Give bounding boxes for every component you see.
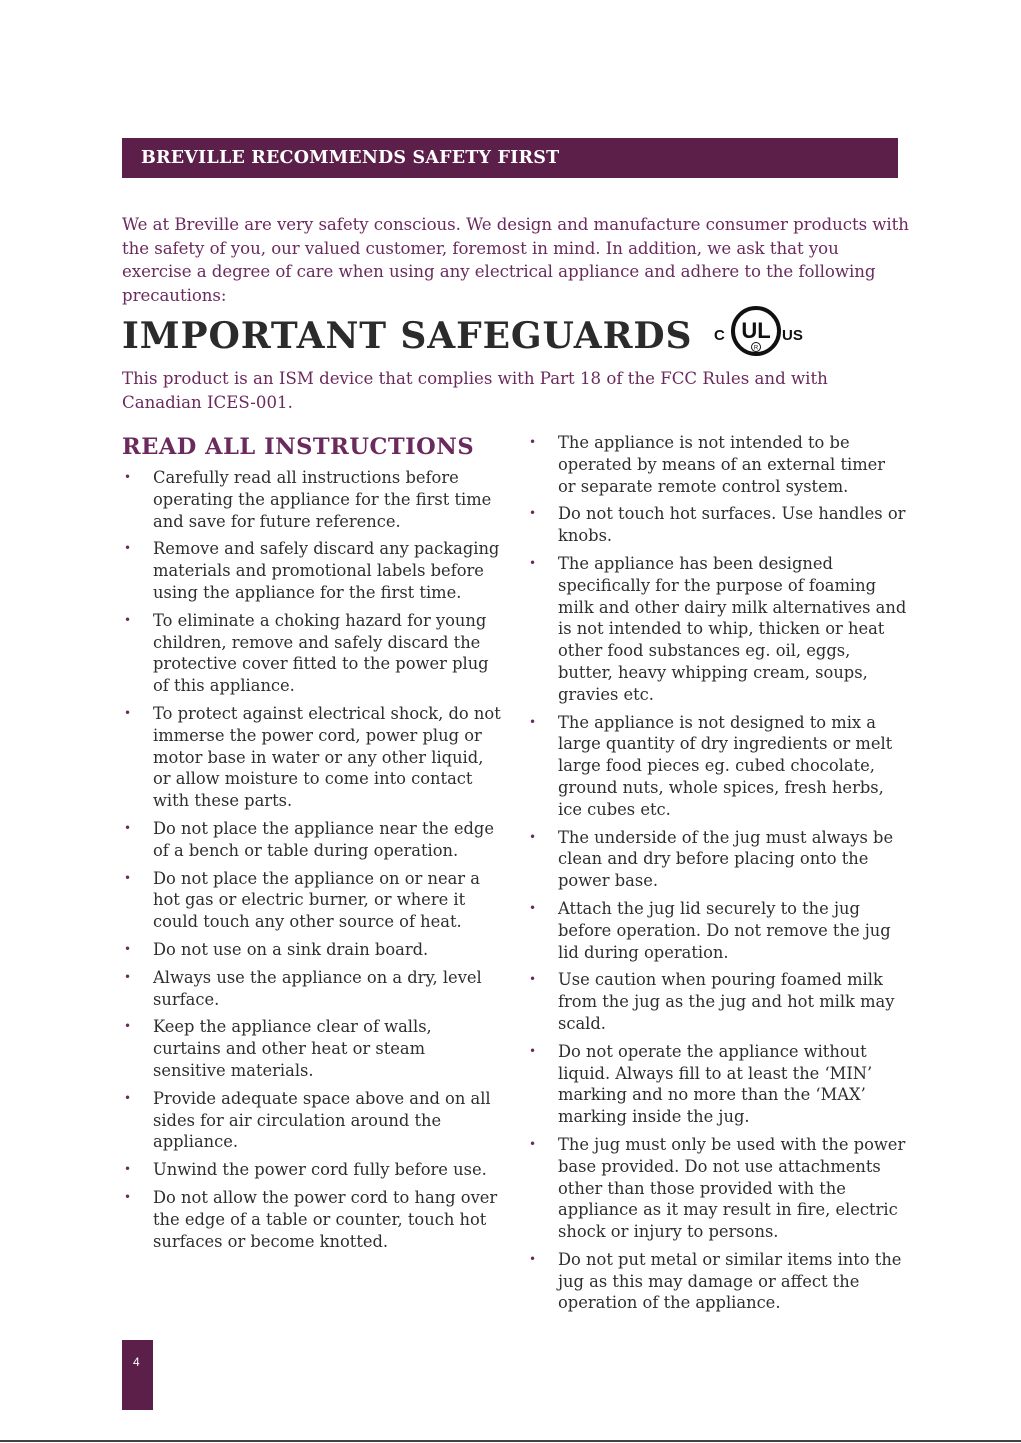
bullet-icon: • xyxy=(529,1136,537,1151)
intro-paragraph: We at Breville are very safety conscious. We design and manufacture consumer products with the safety of you, our valued customer, foremost in mind. In addition, we ask that you exercise a degree of care when using any electrical appliance and adhere to the following precautions: xyxy=(122,215,909,305)
right-column xyxy=(527,432,907,1320)
list-item xyxy=(122,538,502,603)
ul-center-text: UL xyxy=(741,318,772,343)
section-banner xyxy=(122,138,898,178)
list-item-text: To eliminate a choking hazard for young children, remove and safely discard the protective cover fitted to the power plug of this appliance. xyxy=(153,610,489,696)
left-safety-list xyxy=(122,467,502,1252)
bullet-icon: • xyxy=(124,1090,132,1105)
bullet-icon: • xyxy=(529,714,537,729)
bullet-icon: • xyxy=(124,470,132,484)
list-item-text: The appliance has been designed specifically for the purpose of foaming milk and other dairy milk alternatives and is not intended to whip, thicken or heat other food substances eg. oil, eggs, butter, heavy whipping cream, soups, gravies etc. xyxy=(558,553,907,704)
bullet-icon: • xyxy=(124,1189,132,1204)
list-item-text: The appliance is not intended to be operated by means of an external timer or separate remote control system. xyxy=(558,433,886,496)
list-item xyxy=(527,553,907,706)
list-item-text: Attach the jug lid securely to the jug before operation. Do not remove the jug lid during operation. xyxy=(558,898,891,962)
bullet-icon: • xyxy=(529,972,537,987)
bullet-icon: • xyxy=(529,555,537,570)
list-item-text: Do not allow the power cord to hang over the edge of a table or counter, touch hot surfaces or become knotted. xyxy=(153,1187,498,1251)
bullet-icon: • xyxy=(529,435,537,449)
list-item xyxy=(527,1041,907,1128)
bullet-icon: • xyxy=(124,820,132,835)
list-item xyxy=(527,969,907,1034)
list-item-text: Do not put metal or similar items into the jug as this may damage or affect the operation of the appliance. xyxy=(558,1249,902,1313)
list-item xyxy=(122,939,502,961)
bullet-icon: • xyxy=(529,506,537,521)
bullet-icon: • xyxy=(124,1162,132,1177)
list-item-text: Unwind the power cord fully before use. xyxy=(153,1160,487,1180)
list-item xyxy=(122,1187,502,1252)
page-number: 4 xyxy=(133,1355,140,1369)
bullet-icon: • xyxy=(124,969,132,984)
list-item-text: Do not operate the appliance without liquid. Always fill to at least the ‘MIN’ marking and no more than the ‘MAX’ marking inside the jug. xyxy=(558,1041,873,1127)
list-item-text: Remove and safely discard any packaging materials and promotional labels before using the appliance for the first time. xyxy=(153,539,500,602)
bullet-icon: • xyxy=(529,1043,537,1058)
list-item xyxy=(527,1134,907,1243)
bullet-icon: • xyxy=(124,705,132,720)
bullet-icon: • xyxy=(529,829,537,844)
list-item xyxy=(122,1159,502,1181)
list-item xyxy=(527,503,907,547)
bullet-icon: • xyxy=(124,541,132,556)
list-item-text: Do not place the appliance near the edge of a bench or table during operation. xyxy=(153,818,494,860)
page-title: IMPORTANT SAFEGUARDS xyxy=(122,315,693,357)
list-item xyxy=(527,432,907,497)
list-item xyxy=(122,868,502,933)
list-item xyxy=(122,967,502,1011)
list-item-text: Do not touch hot surfaces. Use handles or knobs. xyxy=(558,504,906,546)
list-item-text: To protect against electrical shock, do not immerse the power cord, power plug or motor base in water or any other liquid, or allow moisture to come into contact with these parts. xyxy=(153,703,501,811)
list-item-text: The appliance is not designed to mix a large quantity of dry ingredients or melt large food pieces eg. cubed chocolate, ground nuts, whole spices, fresh herbs, ice cubes etc. xyxy=(558,712,893,819)
page-number-tab xyxy=(122,1340,153,1410)
bullet-icon: • xyxy=(529,900,537,915)
list-item-text: Always use the appliance on a dry, level surface. xyxy=(153,967,482,1009)
list-item-text: The underside of the jug must always be clean and dry before placing onto the power base. xyxy=(558,827,894,891)
ul-registered-text: R xyxy=(754,345,759,352)
list-item xyxy=(122,703,502,812)
left-column xyxy=(122,432,502,1258)
bullet-icon: • xyxy=(124,1019,132,1034)
list-item-text: Keep the appliance clear of walls, curtains and other heat or steam sensitive materials. xyxy=(153,1017,432,1080)
list-item-text: Do not place the appliance on or near a hot gas or electric burner, or where it could touch any other source of heat. xyxy=(153,868,480,932)
page-bottom-rule xyxy=(0,1440,1021,1442)
bullet-icon: • xyxy=(529,1251,537,1266)
list-item xyxy=(527,827,907,892)
ul-right-text: US xyxy=(782,327,804,344)
list-item xyxy=(527,1249,907,1314)
list-item xyxy=(122,1016,502,1081)
ul-listed-mark-icon xyxy=(714,302,808,360)
list-item xyxy=(122,818,502,862)
list-item xyxy=(122,610,502,697)
read-all-instructions-heading: READ ALL INSTRUCTIONS xyxy=(122,434,475,460)
ism-compliance-note: This product is an ISM device that complies with Part 18 of the FCC Rules and with Canadian ICES-001. xyxy=(122,369,828,412)
bullet-icon: • xyxy=(124,870,132,885)
list-item xyxy=(527,712,907,821)
safeguards-header xyxy=(122,303,808,369)
banner-title: BREVILLE RECOMMENDS SAFETY FIRST xyxy=(141,148,560,168)
list-item-text: The jug must only be used with the power base provided. Do not use attachments other than those provided with the appliance as it may result in fire, electric shock or injury to persons. xyxy=(558,1134,906,1242)
list-item-text: Use caution when pouring foamed milk from the jug as the jug and hot milk may scald. xyxy=(558,970,895,1033)
list-item xyxy=(527,898,907,963)
ul-left-text: C xyxy=(714,327,726,344)
list-item xyxy=(122,1088,502,1153)
bullet-icon: • xyxy=(124,941,132,956)
list-item-text: Do not use on a sink drain board. xyxy=(153,939,429,959)
list-item-text: Provide adequate space above and on all sides for air circulation around the appliance. xyxy=(153,1088,491,1152)
bullet-icon: • xyxy=(124,612,132,627)
list-item xyxy=(122,467,502,532)
list-item-text: Carefully read all instructions before operating the appliance for the first time and save for future reference. xyxy=(153,468,492,531)
right-safety-list xyxy=(527,432,907,1314)
